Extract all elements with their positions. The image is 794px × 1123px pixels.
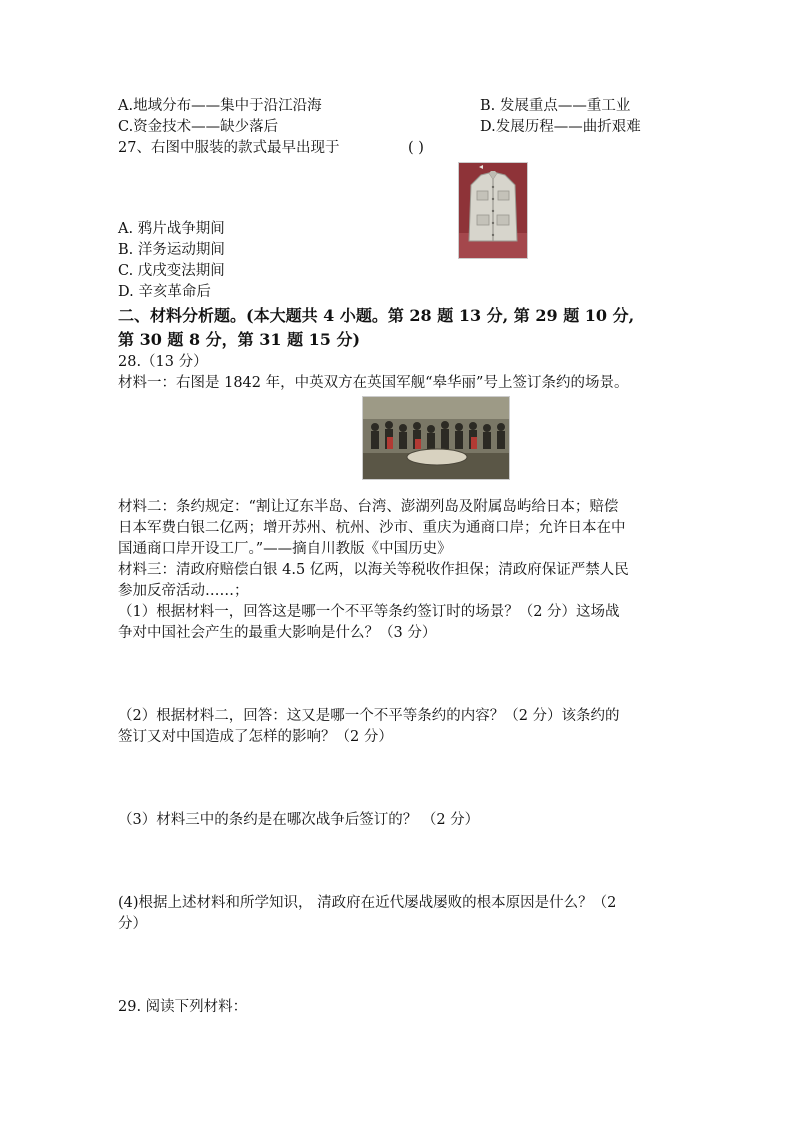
- q28-sub1-line1: （1）根据材料一，回答这是哪一个不平等条约签订时的场景？（2 分）这场战: [118, 604, 620, 620]
- treaty-signing-scene-icon: [363, 397, 509, 479]
- q28-material2-line2: 日本军费白银二亿两；增开苏州、杭州、沙市、重庆为通商口岸；允许日本在中: [118, 520, 626, 536]
- tunic-suit-icon: [459, 163, 527, 258]
- q28-sub3: （3）材料三中的条约是在哪次战争后签订的？ （2 分）: [118, 812, 480, 828]
- q28-sub4-line2: 分）: [118, 916, 147, 932]
- treaty-signing-photo: [362, 396, 510, 480]
- q26-option-b: B. 发展重点——重工业: [480, 98, 631, 114]
- q28-number: 28.（13 分）: [118, 354, 208, 370]
- tunic-suit-photo: [458, 162, 528, 259]
- q28-sub2-line2: 签订又对中国造成了怎样的影响？（2 分）: [118, 729, 393, 745]
- q27-option-c: C. 戊戌变法期间: [118, 263, 225, 279]
- q28-sub2-line1: （2）根据材料二，回答：这又是哪一个不平等条约的内容？（2 分）该条约的: [118, 708, 620, 724]
- q28-material2-line3: 国通商口岸开设工厂。”——摘自川教版《中国历史》: [118, 541, 452, 557]
- q28-sub1-line2: 争对中国社会产生的最重大影响是什么？（3 分）: [118, 625, 437, 641]
- q28-material3-line1: 材料三：清政府赔偿白银 4.5 亿两，以海关等税收作担保；清政府保证严禁人民: [118, 562, 629, 578]
- q27-option-b: B. 洋务运动期间: [118, 242, 225, 258]
- q29-stem: 29. 阅读下列材料：: [118, 999, 248, 1015]
- q28-sub4-line1: (4)根据上述材料和所学知识， 清政府在近代屡战屡败的根本原因是什么？（2: [118, 895, 617, 911]
- section2-title-line2: 第 30 题 8 分，第 31 题 15 分): [118, 330, 361, 349]
- q27-stem: 27、右图中服装的款式最早出现于: [118, 140, 340, 156]
- q28-material2-line1: 材料二：条约规定：“割让辽东半岛、台湾、澎湖列岛及附属岛屿给日本；赔偿: [118, 499, 619, 515]
- q28-material3-line2: 参加反帝活动……；: [118, 583, 249, 599]
- q27-option-a: A. 鸦片战争期间: [118, 221, 225, 237]
- section2-title-line1: 二、材料分析题。(本大题共 4 小题。第 28 题 13 分, 第 29 题 10 分,: [118, 306, 635, 325]
- q26-option-c: C.资金技术——缺少落后: [118, 119, 279, 135]
- q26-option-a: A.地域分布——集中于沿江沿海: [118, 98, 322, 114]
- q27-option-d: D. 辛亥革命后: [118, 284, 211, 300]
- q28-material1: 材料一：右图是 1842 年，中英双方在英国军舰“皋华丽”号上签订条约的场景。: [118, 375, 629, 391]
- q26-option-d: D.发展历程——曲折艰难: [480, 119, 641, 135]
- q27-answer-bracket: ( ): [408, 140, 424, 156]
